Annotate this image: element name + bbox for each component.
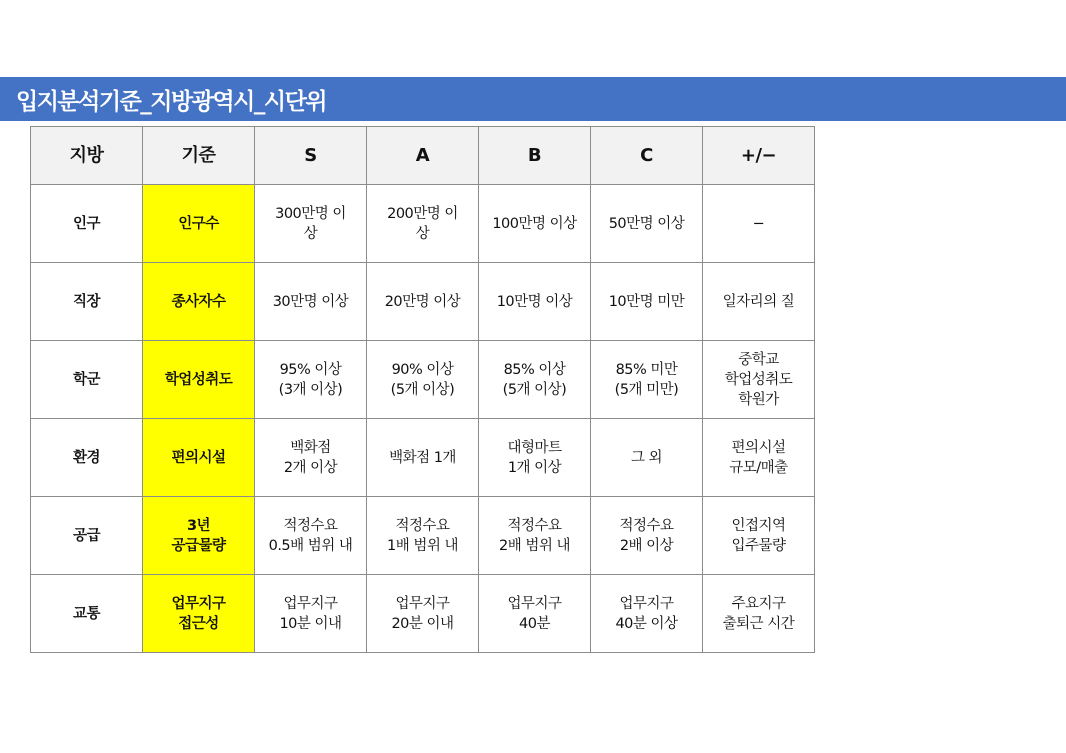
row-criteria: 학업성취도 — [143, 341, 255, 419]
cell-grade-a: 업무지구 20분 이내 — [367, 575, 479, 653]
header-plus-minus: +/− — [703, 127, 815, 185]
header-grade-a: A — [367, 127, 479, 185]
criteria-table — [30, 126, 815, 653]
cell-grade-s: 30만명 이상 — [255, 263, 367, 341]
cell-plus-minus: 인접지역 입주물량 — [703, 497, 815, 575]
table-row — [31, 575, 815, 653]
header-grade-b: B — [479, 127, 591, 185]
cell-grade-c: 10만명 미만 — [591, 263, 703, 341]
row-region: 공급 — [31, 497, 143, 575]
cell-grade-s: 적정수요 0.5배 범위 내 — [255, 497, 367, 575]
row-criteria: 인구수 — [143, 185, 255, 263]
cell-grade-c: 50만명 이상 — [591, 185, 703, 263]
cell-grade-c: 업무지구 40분 이상 — [591, 575, 703, 653]
row-region: 교통 — [31, 575, 143, 653]
table-row — [31, 263, 815, 341]
header-region: 지방 — [31, 127, 143, 185]
cell-grade-s: 300만명 이 상 — [255, 185, 367, 263]
row-criteria: 업무지구 접근성 — [143, 575, 255, 653]
row-criteria: 편의시설 — [143, 419, 255, 497]
header-grade-s: S — [255, 127, 367, 185]
cell-grade-b: 85% 이상 (5개 이상) — [479, 341, 591, 419]
header-criteria: 기준 — [143, 127, 255, 185]
cell-grade-a: 90% 이상 (5개 이상) — [367, 341, 479, 419]
cell-plus-minus: 주요지구 출퇴근 시간 — [703, 575, 815, 653]
cell-grade-b: 적정수요 2배 범위 내 — [479, 497, 591, 575]
cell-grade-s: 백화점 2개 이상 — [255, 419, 367, 497]
row-region: 환경 — [31, 419, 143, 497]
row-region: 학군 — [31, 341, 143, 419]
cell-grade-s: 95% 이상 (3개 이상) — [255, 341, 367, 419]
cell-grade-a: 20만명 이상 — [367, 263, 479, 341]
row-region: 직장 — [31, 263, 143, 341]
cell-grade-b: 대형마트 1개 이상 — [479, 419, 591, 497]
row-region: 인구 — [31, 185, 143, 263]
cell-grade-c: 그 외 — [591, 419, 703, 497]
header-grade-c: C — [591, 127, 703, 185]
table-row — [31, 497, 815, 575]
cell-grade-a: 백화점 1개 — [367, 419, 479, 497]
title-bar — [0, 77, 1066, 121]
row-criteria: 종사자수 — [143, 263, 255, 341]
cell-plus-minus: 중학교 학업성취도 학원가 — [703, 341, 815, 419]
cell-grade-a: 200만명 이 상 — [367, 185, 479, 263]
cell-grade-b: 10만명 이상 — [479, 263, 591, 341]
table-row — [31, 185, 815, 263]
cell-plus-minus: 일자리의 질 — [703, 263, 815, 341]
cell-grade-b: 업무지구 40분 — [479, 575, 591, 653]
cell-grade-b: 100만명 이상 — [479, 185, 591, 263]
table-row — [31, 341, 815, 419]
cell-grade-c: 85% 미만 (5개 미만) — [591, 341, 703, 419]
cell-grade-c: 적정수요 2배 이상 — [591, 497, 703, 575]
cell-grade-a: 적정수요 1배 범위 내 — [367, 497, 479, 575]
row-criteria: 3년 공급물량 — [143, 497, 255, 575]
cell-plus-minus: − — [703, 185, 815, 263]
page-title: 입지분석기준_지방광역시_시단위 — [16, 89, 327, 115]
table-row — [31, 419, 815, 497]
cell-plus-minus: 편의시설 규모/매출 — [703, 419, 815, 497]
table-header-row — [31, 127, 815, 185]
cell-grade-s: 업무지구 10분 이내 — [255, 575, 367, 653]
